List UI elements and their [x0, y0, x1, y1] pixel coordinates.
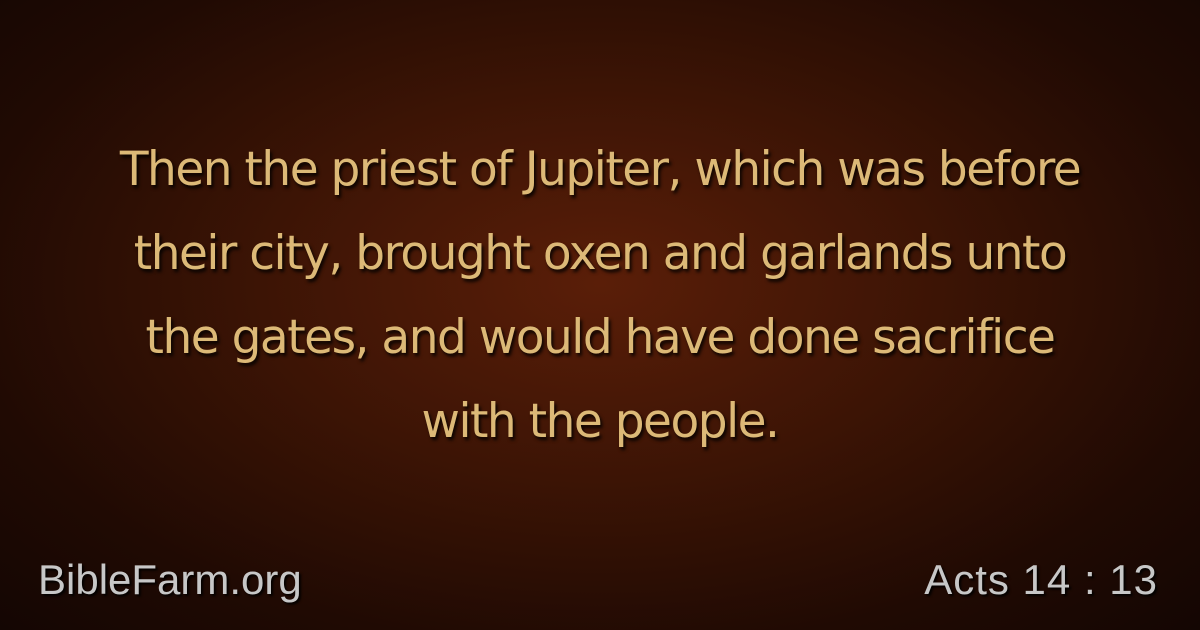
- verse-line: with the people.: [421, 394, 779, 449]
- verse-line: the gates, and would have done sacrifice: [145, 310, 1055, 365]
- verse-line: their city, brought oxen and garlands unto: [133, 226, 1067, 281]
- verse-text: [40, 128, 1160, 464]
- verse-reference: Acts 14 : 13: [924, 556, 1158, 603]
- verse-line: Then the priest of Jupiter, which was before: [119, 142, 1081, 197]
- site-name: BibleFarm.org: [38, 556, 302, 603]
